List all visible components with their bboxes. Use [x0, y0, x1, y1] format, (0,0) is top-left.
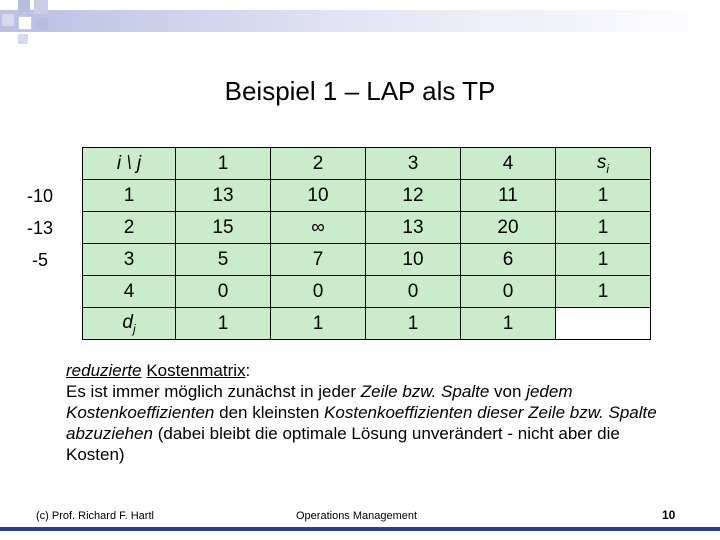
cost-cell: 6	[461, 244, 556, 276]
table-header-row	[83, 148, 651, 180]
row-label: 4	[83, 276, 176, 308]
demand-label: $d_j$	[83, 308, 176, 340]
demand-cell: 1	[461, 308, 556, 340]
row-label: 2	[83, 212, 176, 244]
corner-squares-decoration	[0, 0, 60, 48]
cost-cell: 11	[461, 180, 556, 212]
table-row	[83, 180, 651, 212]
cost-cell: 13	[176, 180, 271, 212]
cost-cell: 20	[461, 212, 556, 244]
demand-cell: 1	[176, 308, 271, 340]
term-cost-matrix: Kostenmatrix	[146, 361, 246, 380]
slide-title: Beispiel 1 – LAP als TP	[224, 76, 496, 106]
row-label: 3	[83, 244, 176, 276]
cost-cell: 12	[366, 180, 461, 212]
top-decor-bar	[0, 10, 720, 32]
table-row	[83, 212, 651, 244]
col-header: 2	[271, 148, 366, 180]
corner-cell: i \ j	[83, 148, 176, 180]
row-reduction-value: -13	[26, 218, 53, 238]
cost-cell: ∞	[271, 212, 366, 244]
col-header: 3	[366, 148, 461, 180]
supply-header: $s_i$	[556, 148, 651, 180]
cost-cell: 13	[366, 212, 461, 244]
col-header: 4	[461, 148, 556, 180]
row-label: 1	[83, 180, 176, 212]
cost-cell: 10	[366, 244, 461, 276]
empty-cell	[556, 308, 651, 340]
footer-course: Operations Management	[296, 510, 418, 522]
cost-cell: 5	[176, 244, 271, 276]
cost-cell: 7	[271, 244, 366, 276]
footer-line	[0, 527, 720, 531]
explanation-text: reduzierte Kostenmatrix: Es ist immer möglich zunächst in jeder Zeile bzw. Spalte von jedem Kostenkoeffizienten den kleinsten Kostenkoeffizienten dieser Zeile bzw. Spalte abzuziehen (dabei bleibt die optimale Lösung unverändert - nicht aber die Kosten)	[66, 361, 657, 464]
page-number: 10	[662, 508, 676, 522]
cost-cell: 0	[461, 276, 556, 308]
supply-cell: 1	[556, 276, 651, 308]
supply-cell: 1	[556, 212, 651, 244]
row-reduction-value: -5	[31, 250, 48, 270]
cost-cell: 0	[176, 276, 271, 308]
term-reduced: reduzierte	[66, 361, 142, 380]
cost-cell: 15	[176, 212, 271, 244]
footer-author: (c) Prof. Richard F. Hartl	[36, 510, 154, 522]
cost-cell: 0	[366, 276, 461, 308]
supply-cell: 1	[556, 180, 651, 212]
cost-cell: 10	[271, 180, 366, 212]
demand-row	[83, 308, 651, 340]
row-reduction-value: -10	[26, 186, 53, 206]
transport-cost-table	[82, 147, 651, 340]
table-row	[83, 276, 651, 308]
cost-cell: 0	[271, 276, 366, 308]
demand-cell: 1	[271, 308, 366, 340]
demand-cell: 1	[366, 308, 461, 340]
table-row	[83, 244, 651, 276]
col-header: 1	[176, 148, 271, 180]
supply-cell: 1	[556, 244, 651, 276]
